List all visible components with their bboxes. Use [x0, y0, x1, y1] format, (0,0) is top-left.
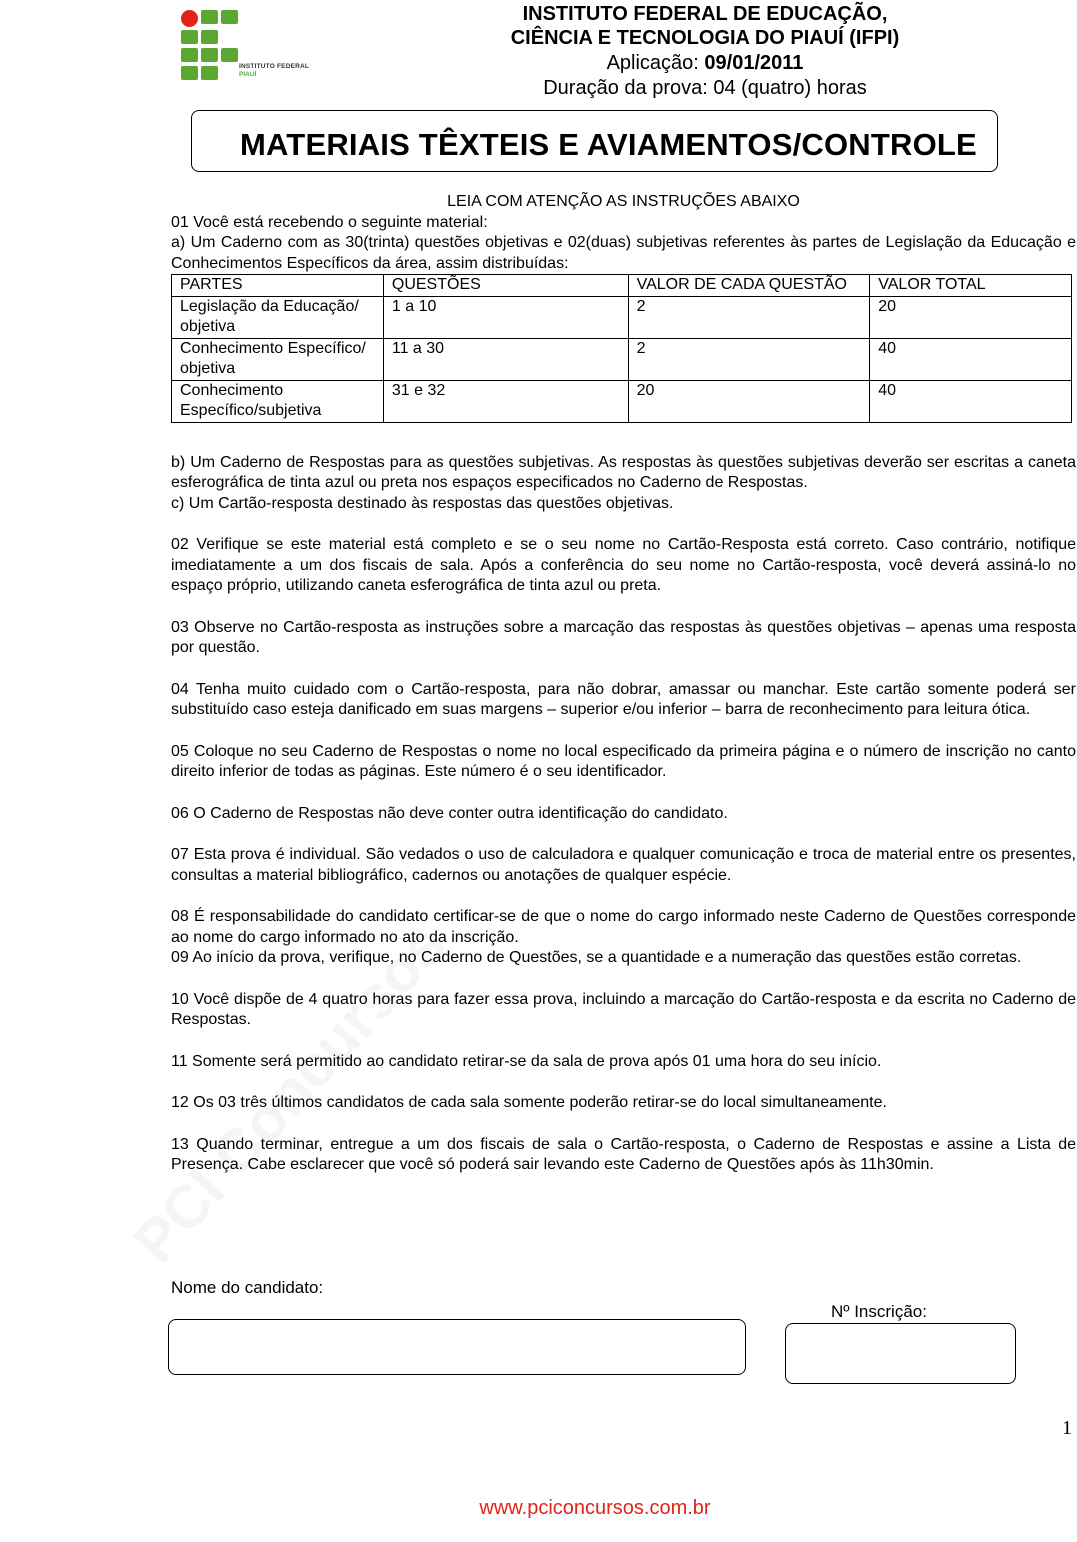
instruction-01-a: a) Um Caderno com as 30(trinta) questões objetivas e 02(duas) subjetivas referentes às partes de Legislação da Educação e Conhecimentos Específicos da área, assim distribuídas: [171, 234, 1076, 272]
ifpi-logo [181, 8, 321, 80]
registration-number-field[interactable] [785, 1323, 1016, 1384]
table-cell: 1 a 10 [383, 296, 628, 338]
header-institution-line2: CIÊNCIA E TECNOLOGIA DO PIAUÍ (IFPI) [510, 27, 900, 49]
header-application [470, 51, 940, 75]
table-cell: Legislação da Educação/ objetiva [172, 296, 384, 338]
application-date: 09/01/2011 [704, 52, 804, 74]
instruction-07: 07 Esta prova é individual. São vedados o uso de calculadora e qualquer comunicação e troca de material entre os presentes, consultas a material bibliográfico, cadernos ou anotações de qualquer espécie. [171, 846, 1076, 884]
exam-title-box [191, 110, 998, 172]
logo-text-state: PIAUÍ [239, 71, 257, 78]
table-cell: Conhecimento Específico/ objetiva [172, 338, 384, 380]
table-cell: 31 e 32 [383, 380, 628, 422]
table-row [172, 380, 1072, 422]
table-header-cell: VALOR DE CADA QUESTÃO [628, 275, 870, 297]
instruction-11: 11 Somente será permitido ao candidato retirar-se da sala de prova após 01 uma hora do seu início. [171, 1052, 882, 1070]
instruction-13: 13 Quando terminar, entregue a um dos fiscais de sala o Cartão-resposta, o Caderno de Respostas e assine a Lista de Presença. Cabe esclarecer que você só poderá sair levando este Caderno de Questões após às 11h30min. [171, 1135, 1076, 1173]
page-number: 1 [1062, 1417, 1072, 1439]
instruction-01-c: c) Um Cartão-resposta destinado às respostas das questões objetivas. [171, 494, 674, 512]
table-row [172, 296, 1072, 338]
instruction-01-b: b) Um Caderno de Respostas para as questões subjetivas. As respostas às questões subjetivas deverão ser escritas a caneta esferográfica de tinta azul ou preta nos espaços especificados no Caderno de Respostas. [171, 453, 1076, 491]
candidate-name-field[interactable] [168, 1319, 746, 1375]
exam-title: MATERIAIS TÊXTEIS E AVIAMENTOS/CONTROLE [240, 127, 977, 162]
instruction-03: 03 Observe no Cartão-resposta as instruções sobre a marcação das respostas às questões objetivas – apenas uma resposta por questão. [171, 618, 1076, 656]
logo-red-dot-icon [181, 10, 198, 27]
table-header-cell: VALOR TOTAL [870, 275, 1072, 297]
table-cell: 20 [628, 380, 870, 422]
header-institution-line1: INSTITUTO FEDERAL DE EDUCAÇÃO, [522, 3, 888, 25]
application-label: Aplicação: [606, 52, 705, 74]
table-cell: 20 [870, 296, 1072, 338]
instruction-02: 02 Verifique se este material está completo e se o seu nome no Cartão-Resposta está correto. Caso contrário, notifique imediatamente a um dos fiscais de sala. Após a conferência do seu nome no Cartão-resposta, você deverá assiná-lo no espaço próprio, utilizando caneta esferográfica de tinta azul ou preta. [171, 536, 1076, 594]
table-cell: 40 [870, 380, 1072, 422]
table-cell: 2 [628, 296, 870, 338]
header-duration: Duração da prova: 04 (quatro) horas [543, 77, 867, 99]
candidate-name-label: Nome do candidato: [171, 1278, 324, 1297]
table-header-row [172, 275, 1072, 297]
question-distribution-table [171, 274, 1072, 423]
table-cell: 40 [870, 338, 1072, 380]
instructions-heading: LEIA COM ATENÇÃO AS INSTRUÇÕES ABAIXO [447, 193, 800, 210]
footer-url-link[interactable]: www.pciconcursos.com.br [479, 1497, 711, 1519]
instruction-04: 04 Tenha muito cuidado com o Cartão-resposta, para não dobrar, amassar ou manchar. Este cartão somente poderá ser substituído caso esteja danificado em suas margens – superior e/ou inferior – barra de reconhecimento para leitura ótica. [171, 680, 1076, 718]
table-header-cell: PARTES [172, 275, 384, 297]
table-header-cell: QUESTÕES [383, 275, 628, 297]
instruction-05: 05 Coloque no seu Caderno de Respostas o nome no local especificado da primeira página e o número de inscrição no canto direito inferior de todas as páginas. Este número é o seu identificador. [171, 742, 1076, 780]
registration-number-label: Nº Inscrição: [831, 1302, 927, 1321]
instruction-01-intro: 01 Você está recebendo o seguinte material: [171, 213, 488, 231]
table-cell: 11 a 30 [383, 338, 628, 380]
table-cell: Conhecimento Específico/subjetiva [172, 380, 384, 422]
instruction-10: 10 Você dispõe de 4 quatro horas para fazer essa prova, incluindo a marcação do Cartão-resposta e da escrita no Caderno de Respostas. [171, 990, 1076, 1028]
instruction-08: 08 É responsabilidade do candidato certificar-se de que o nome do cargo informado neste Caderno de Questões corresponde ao nome do cargo informado no ato da inscrição. [171, 908, 1076, 946]
table-row [172, 338, 1072, 380]
table-cell: 2 [628, 338, 870, 380]
logo-text-institute: INSTITUTO FEDERAL [239, 63, 310, 70]
instruction-12: 12 Os 03 três últimos candidatos de cada sala somente poderão retirar-se do local simultaneamente. [171, 1094, 887, 1111]
instruction-06: 06 O Caderno de Respostas não deve conter outra identificação do candidato. [171, 804, 728, 822]
instructions-content [171, 192, 1076, 1176]
instruction-09: 09 Ao início da prova, verifique, no Caderno de Questões, se a quantidade e a numeração das questões estão corretas. [171, 949, 1022, 966]
